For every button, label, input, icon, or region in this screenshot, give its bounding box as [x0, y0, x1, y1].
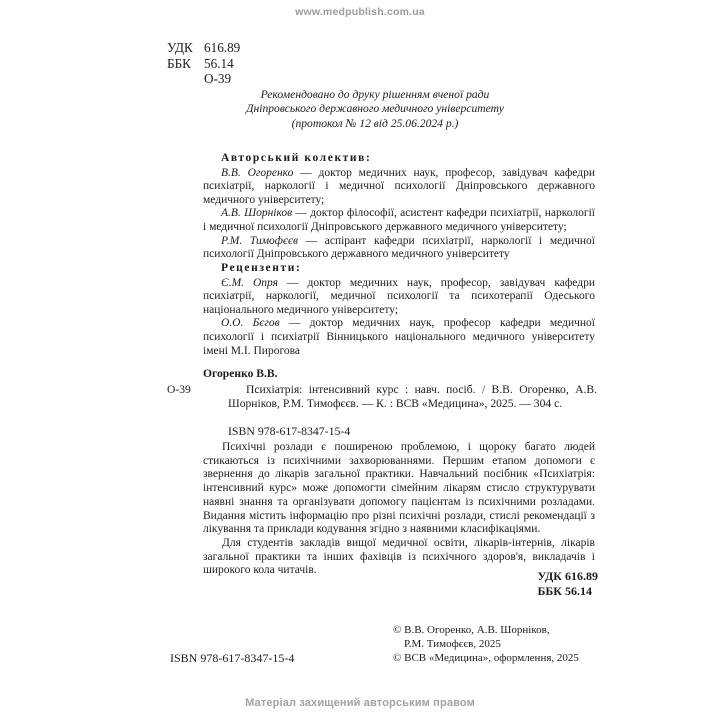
author-entry: [203, 167, 595, 208]
copyright-publisher: © ВСВ «Медицина», оформлення, 2025: [393, 652, 579, 665]
reviewer-entry: [203, 277, 595, 318]
udk-value: 616.89: [204, 40, 241, 55]
udk-footer-line: УДК 616.89: [537, 569, 598, 583]
authors-heading: Авторський колектив:: [221, 152, 372, 164]
author-description: — аспірант кафедри психіатрії, наркології і медичної психології Дніпровського державного медичного університету: [203, 234, 595, 261]
bibliographic-block: [167, 367, 597, 412]
biblio-description: Психіатрія: інтенсивний курс : навч. посіб. / В.В. Огоренко, А.В. Шорніков, Р.М. Тимофєєв. — К. : ВСВ «Медицина», 2025. — 304 с.: [228, 382, 597, 411]
reviewer-entry: [203, 317, 595, 358]
udk-row: [167, 40, 240, 56]
biblio-code: О-39: [167, 382, 191, 396]
reviewers-section: [203, 262, 595, 358]
author-description: — доктор медичних наук, професор, завідувач кафедри психіатрії, наркології і медичної психології Дніпровського державного медичного університету;: [203, 166, 596, 206]
udk-label: УДК: [167, 40, 193, 55]
abstract-section: [203, 441, 595, 578]
reviewers-heading: Рецензенти:: [221, 262, 302, 274]
abstract-paragraph: Психічні розлади є поширеною проблемою, і щороку багато людей стикаються із психічними захворюваннями. Першим етапом допомоги є звернення до лікарів загальної практики. Навчальний посібник «Психіатрія: інтенсивний курс» може допомогти сімейним лікарям стисло структурувати наявні знання та організувати допомогу пацієнтам із психічними розладами. Видання містить інформацію про різні психічні розлади, стислі рекомендації з лікування та приклади кодування згідно з наявними класифікаціями.: [203, 441, 595, 536]
recommendation-line-1: Рекомендовано до друку рішенням вченої ради: [260, 88, 490, 101]
biblio-author-heading: Огоренко В.В.: [203, 367, 278, 380]
reviewer-description: — доктор медичних наук, професор кафедри медичної психології і психіатрії Вінницького національного медичного університету імені М.І. Пирогова: [203, 317, 595, 357]
copyright-watermark-bottom: Матеріал захищений авторським правом: [245, 697, 475, 709]
reviewer-name: О.О. Бєгов: [221, 317, 280, 330]
author-name: Р.М. Тимофєєв: [221, 234, 298, 247]
copyright-block: [393, 623, 579, 666]
recommendation-block: [160, 88, 590, 131]
bbk-footer-line: ББК 56.14: [537, 583, 593, 598]
bbk-row: [167, 56, 240, 72]
classification-footer: [537, 569, 598, 598]
abstract-paragraph: Для студентів закладів вищої медичної освіти, лікарів-інтернів, лікарів загальної практики та інших фахівців із психічного здоров'я, викладачів і широкого кола читачів.: [203, 536, 595, 577]
classification-block: [167, 40, 240, 87]
bbk-label: ББК: [167, 55, 191, 71]
author-code-value: О-39: [204, 71, 232, 87]
author-name: А.В. Шорніков: [221, 207, 293, 220]
author-code-row: [167, 71, 240, 87]
authors-section: [203, 152, 595, 262]
author-entry: [203, 207, 595, 234]
copyright-authors: © В.В. Огоренко, А.В. Шорніков,: [393, 624, 550, 636]
recommendation-line-2: Дніпровського державного медичного університету: [246, 102, 504, 116]
copyright-authors-continued: Р.М. Тимофєєв, 2025: [404, 638, 501, 651]
biblio-body: [167, 383, 597, 412]
isbn-footer: ISBN 978-617-8347-15-4: [170, 651, 295, 665]
bbk-value: 56.14: [204, 55, 234, 71]
author-entry: [203, 235, 595, 262]
author-description: — доктор філософії, асистент кафедри психіатрії, наркології і медичної психології Дніпровського державного медичного університету;: [203, 207, 595, 233]
reviewer-description: — доктор медичних наук, професор, завідувач кафедри психіатрії, наркології, медичної психології та психотерапії Одеського національного медичного університету;: [203, 276, 595, 316]
author-name: В.В. Огоренко: [221, 166, 294, 179]
site-watermark-top: www.medpublish.com.ua: [295, 6, 425, 18]
recommendation-line-3: (протокол № 12 від 25.06.2024 р.): [291, 116, 459, 130]
reviewer-name: Є.М. Опря: [221, 276, 279, 289]
isbn-main: ISBN 978-617-8347-15-4: [228, 424, 351, 438]
